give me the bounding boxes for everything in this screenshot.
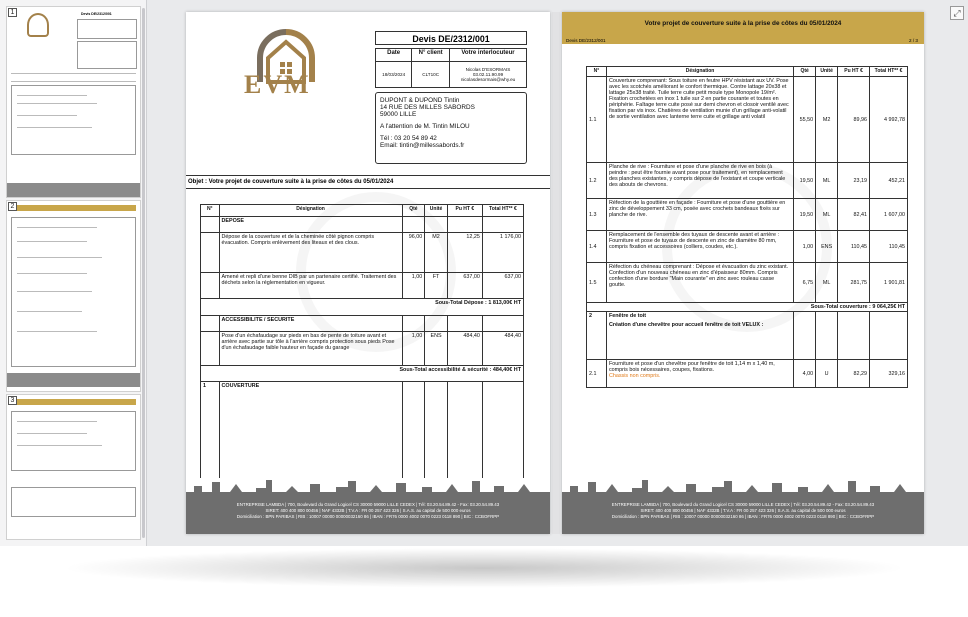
thumbnail-number: 2 (8, 202, 17, 211)
col-designation: Désignation (606, 67, 793, 77)
row-unit: U (816, 360, 838, 388)
subtotal-text: Sous-Total accessibilité & sécurité : 484,40€ HT (201, 365, 524, 381)
table-row (201, 233, 524, 273)
footer-line-1: ENTREPRISE LAMBDA | 700, Boulevard du Grand Logicel CS 30000 59000 LILLE CEDEX | Tél: 03.20.54.89.42 - Fax: 03.20.54.89.43 (236, 502, 500, 507)
quote-subject: Objet : Votre projet de couverture suite à la prise de côtes du 05/01/2024 (186, 175, 550, 189)
footer-line-3: Domiciliation : BPN PARIBAS | RIB : 10007 00000 00000032160 86 | IBAN : FR76 0000 4002 0070 0223 0118 890 | BIC : CCBOFRPP (611, 514, 875, 519)
table-row (587, 263, 908, 303)
logo-icon (27, 13, 49, 37)
row-price: 89,96 (838, 77, 870, 163)
client-name: DUPONT & DUPOND Tintin (380, 97, 460, 104)
client-email: Email: tintin@millessabords.fr (380, 142, 465, 149)
table-row (587, 77, 908, 163)
col-unit: Unité (816, 67, 838, 77)
table-row (587, 231, 908, 263)
row-total: 4 992,78 (870, 77, 908, 163)
row-num: 1.1 (587, 77, 607, 163)
section-label: COUVERTURE (219, 382, 402, 482)
row-qty: 1,00 (794, 231, 816, 263)
row-qty: 4,00 (794, 360, 816, 388)
quote-items-table (200, 204, 524, 482)
row-qty: 55,50 (794, 77, 816, 163)
row-qty: 1,00 (402, 273, 425, 299)
table-row (201, 273, 524, 299)
document-page-2 (562, 12, 924, 534)
thumbnail-panel (0, 0, 147, 548)
row-note: Chassis non compris. (608, 373, 661, 379)
header-client-value: CLT10C (412, 62, 450, 88)
row-designation: Pose d'un échafaudage sur pieds en bas de pente de toiture avant et arrière avec partie sur tôle à l'arrière compris protection sous pieds Pose d'un échafaudage faible hauteur en façade du garage (219, 331, 402, 365)
table-row (587, 312, 908, 360)
row-qty: 1,00 (402, 331, 425, 365)
row-num: 1.2 (587, 163, 607, 199)
client-city: 59000 LILLE (380, 111, 417, 118)
footer-line-2: SIRET: 400 400 800 00456 | NAF 4332B | T.V.A : FR 00 257 423 326 | S.A.S. au capital de 500 000 euros (265, 508, 471, 513)
thumbnail-number: 1 (8, 8, 17, 17)
header-date-value: 18/03/2024 (376, 62, 412, 88)
page-ref: Devis DE/2312/001 (566, 38, 606, 43)
row-qty: 6,75 (794, 263, 816, 303)
row-price: 23,19 (838, 163, 870, 199)
row-designation: Réfection de la gouttière en façade : Fourniture et pose d'une gouttière en zinc de développement 33 cm, posée avec crochets bandeaux fixés sur planche de rive. (606, 199, 793, 231)
thumbnail-title: Devis DE/2312/001 (81, 12, 112, 16)
col-total: Total HT** € (870, 67, 908, 77)
row-designation: Planche de rive : Fourniture et pose d'une planche de rive en bois (à peindre : peut être fournie avant pose pour traitement), en remplacement des planches existantes, y compris dépose de l'existant et coupe verticale des abouts de chevrons. (606, 163, 793, 199)
row-designation: Remplacement de l'ensemble des tuyaux de descente avant et arrière : Fourniture et pose de tuyaux de descente en zinc de diamètre 80 mm, compris fixation et accessoires (colliers, coudes, etc.). (606, 231, 793, 263)
thumbnail-number: 3 (8, 396, 17, 405)
col-qty: Qté (794, 67, 816, 77)
row-price: 110,45 (838, 231, 870, 263)
row-num: 1.3 (587, 199, 607, 231)
client-tel: Tél : 03 20 54 89 42 (380, 135, 437, 142)
row-total: 110,45 (870, 231, 908, 263)
row-total: 329,16 (870, 360, 908, 388)
section-sublabel: Création d'une chevêtre pour accueil fenêtre de toit VELUX : (608, 322, 764, 328)
row-unit: ENS (816, 231, 838, 263)
page-footer (186, 478, 550, 534)
row-unit: ML (816, 199, 838, 231)
subtotal-text: Sous-Total Dépose : 1 813,00€ HT (201, 299, 524, 315)
quote-items-table-2 (586, 66, 908, 388)
row-qty: 19,50 (794, 163, 816, 199)
section-label: Fenêtre de toit (608, 313, 647, 319)
page-footer (562, 478, 924, 534)
row-total: 1 901,81 (870, 263, 908, 303)
row-total: 637,00 (482, 273, 523, 299)
row-unit: FT (425, 273, 448, 299)
row-price: 12,25 (447, 233, 482, 273)
client-street: 14 RUE DES MILLES SABORDS (380, 104, 475, 111)
row-qty: 19,50 (794, 199, 816, 231)
row-num: 1 (201, 382, 220, 482)
row-price: 281,75 (838, 263, 870, 303)
row-num: 1.5 (587, 263, 607, 303)
footer-line-1: ENTREPRISE LAMBDA | 700, Boulevard du Grand Logicel CS 30000 59000 LILLE CEDEX | Tél: 03.20.54.89.42 - Fax: 03.20.54.89.43 (611, 502, 875, 507)
row-num: 2.1 (587, 360, 607, 388)
row-price: 82,29 (838, 360, 870, 388)
table-row (587, 360, 908, 388)
company-name: EVM (244, 70, 311, 99)
header-client-label: N° client (412, 49, 450, 62)
thumbnail-page-3[interactable] (6, 394, 141, 540)
row-unit: M2 (425, 233, 448, 273)
col-unit: Unité (425, 205, 448, 217)
table-row (201, 315, 524, 331)
fullscreen-icon[interactable]: ⤢ (950, 6, 964, 20)
subtotal-row (201, 365, 524, 381)
section-label: ACCESSIBILITE / SECURITE (219, 315, 402, 331)
thumbnail-page-1[interactable] (6, 6, 141, 198)
row-total: 452,21 (870, 163, 908, 199)
drop-shadow (0, 546, 968, 617)
row-total: 1 176,00 (482, 233, 523, 273)
col-designation: Désignation (219, 205, 402, 217)
client-address-box (375, 92, 527, 164)
quote-title: Devis DE/2312/001 (375, 31, 527, 45)
col-qty: Qté (402, 205, 425, 217)
subtotal-row (201, 299, 524, 315)
row-num: 1.4 (587, 231, 607, 263)
col-num: N° (201, 205, 220, 217)
city-skyline-icon (562, 478, 924, 500)
page-number: 2 / 3 (909, 38, 918, 43)
row-total: 484,40 (482, 331, 523, 365)
footer-line-2: SIRET: 400 400 800 00456 | NAF 4332B | T.V.A : FR 00 257 423 326 | S.A.S. au capital de 500 000 euros (640, 508, 846, 513)
row-price: 484,40 (447, 331, 482, 365)
table-row (201, 331, 524, 365)
row-price: 637,00 (447, 273, 482, 299)
table-row (201, 217, 524, 233)
city-skyline-icon (186, 478, 550, 500)
client-attention: A l'attention de M. Tintin MILOU (380, 123, 470, 130)
document-page-1 (186, 12, 550, 534)
subtotal-row (587, 303, 908, 312)
row-qty: 96,00 (402, 233, 425, 273)
row-designation: Dépose de la couverture et de la cheminée côté pignon compris évacuation. Compris enlèvement des liteaux et des clous. (219, 233, 402, 273)
col-unit-price: Pu HT € (838, 67, 870, 77)
table-row (587, 199, 908, 231)
section-label: DEPOSE (219, 217, 402, 233)
row-designation: Amené et repli d'une benne DIB par un partenaire certifié. Traitement des déchets selon la réglementation en vigueur. (219, 273, 402, 299)
row-num: 2 (587, 312, 607, 360)
col-total: Total HT** € (482, 205, 523, 217)
table-row (201, 382, 524, 482)
header-date-label: Date (376, 49, 412, 62)
thumbnail-scrollbar[interactable] (142, 8, 145, 538)
row-designation: Fourniture et pose d'un chevêtre pour fenêtre de toit 1,14 m x 1,40 m, compris bois nécessaires, coupes, fixations. (608, 361, 775, 373)
row-designation: Couverture comprenant: Sous toiture en feutre HPV résistant aux UV. Pose avec les scotchés améliorant le confort thermique. Contre lattage 20x38 et lattage 25x38 traité. Tuile terre cuite petit moule type Monopole 19/m². Fixation crochetées en inox 1 tuile sur 2 en partie courante et toutes en périphérie. Faîtage terre cuite posé sur demi chevron et closoir ventilé avec fixation par vis inox. Chatières de ventilation munie d'un grillage anti-volatil de sortie ventilation avec lanterne terre cuite et grillage anti volatil (606, 77, 793, 163)
header-contact-value: Nicolas D'ESORMAIS 03.02.11.90.99 nicolasdesormais@why.eu (450, 62, 527, 88)
row-unit: ENS (425, 331, 448, 365)
page-header-title: Votre projet de couverture suite à la prise de côtes du 05/01/2024 (644, 20, 842, 27)
thumbnail-page-2[interactable] (6, 200, 141, 392)
page-header-bar (562, 12, 924, 44)
table-row (587, 163, 908, 199)
header-contact-label: Votre interlocuteur (450, 49, 527, 62)
subtotal-text: Sous-Total couverture : 9 064,25€ HT (587, 303, 908, 312)
col-unit-price: Pu HT € (447, 205, 482, 217)
row-unit: ML (816, 163, 838, 199)
col-num: N° (587, 67, 607, 77)
quote-header-table (375, 48, 527, 88)
row-unit: ML (816, 263, 838, 303)
row-designation: Réfection du chéneau comprenant : Dépose et évacuation du zinc existant. Confection d'un nouveau chéneau en zinc d'épaisseur 80mm. Compris confection d'une bordure "Main courante" en zinc avec rouleau casse goutte. (606, 263, 793, 303)
row-total: 1 607,00 (870, 199, 908, 231)
row-price: 82,41 (838, 199, 870, 231)
row-unit: M2 (816, 77, 838, 163)
footer-line-3: Domiciliation : BPN PARIBAS | RIB : 10007 00000 00000032160 86 | IBAN : FR76 0000 4002 0070 0223 0118 890 | BIC : CCBOFRPP (236, 514, 500, 519)
